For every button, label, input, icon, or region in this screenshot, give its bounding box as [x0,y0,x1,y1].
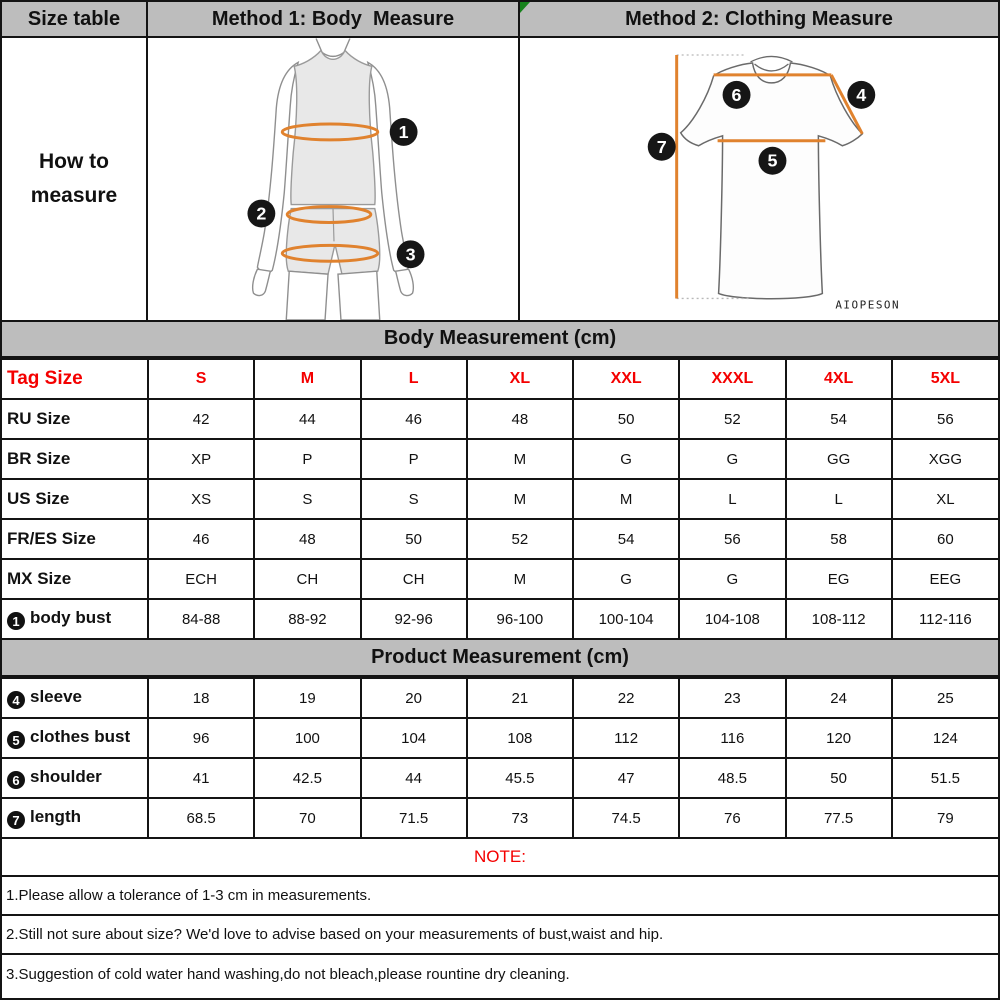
table-cell: 51.5 [892,758,998,798]
table-cell: GG [786,439,892,479]
row-label: Tag Size [2,359,148,399]
size-header-cell: L [361,359,467,399]
table-cell: G [679,559,785,599]
table-cell: 22 [573,678,679,718]
table-cell: 70 [254,798,360,838]
body-figure-diagram [148,38,518,320]
table-cell: 73 [467,798,573,838]
row-label [2,678,148,718]
row-label [2,599,148,639]
table-cell: 96-100 [467,599,573,639]
row-label: BR Size [2,439,148,479]
note-title: NOTE: [2,839,998,877]
table-cell: 92-96 [361,599,467,639]
table-cell: 50 [786,758,892,798]
row-label: RU Size [2,399,148,439]
table-cell: EEG [892,559,998,599]
top-header-row [2,2,998,38]
hip-marker-icon [397,240,425,268]
table-cell: CH [361,559,467,599]
table-cell: 120 [786,718,892,758]
cell-corner-marker-icon [520,2,530,13]
body-measurement-table [2,358,998,640]
method2-header-label: Method 2: Clothing Measure [625,7,893,30]
table-cell: 18 [148,678,254,718]
table-cell: 52 [679,399,785,439]
table-cell: EG [786,559,892,599]
table-cell: G [679,439,785,479]
table-cell: P [361,439,467,479]
table-cell: 112-116 [892,599,998,639]
svg-text:6: 6 [731,84,742,105]
table-cell: 50 [361,519,467,559]
how-to-line1: How to [39,149,109,173]
svg-text:5: 5 [767,150,778,171]
table-cell: 24 [786,678,892,718]
method2-header [520,2,998,38]
row-label-text: sleeve [30,686,82,706]
table-cell: 108-112 [786,599,892,639]
row-label-text: shoulder [30,766,102,786]
note-item-3: 3.Suggestion of cold water hand washing,do not bleach,please rountine dry cleaning. [6,966,570,983]
table-cell: 108 [467,718,573,758]
tag-size-row [2,359,998,399]
table-cell: 104-108 [679,599,785,639]
table-cell: ECH [148,559,254,599]
table-cell: 44 [254,399,360,439]
table-row [2,599,998,639]
row-label: MX Size [2,559,148,599]
brand-text: AIOPESON [835,298,901,312]
table-cell: 116 [679,718,785,758]
body-measurement-title: Body Measurement (cm) [2,321,998,358]
table-cell: 44 [361,758,467,798]
table-cell: S [361,479,467,519]
size-header-cell: 5XL [892,359,998,399]
size-header-cell: M [254,359,360,399]
table-cell: 46 [361,399,467,439]
table-cell: 58 [786,519,892,559]
table-cell: S [254,479,360,519]
table-cell: 60 [892,519,998,559]
table-cell: XP [148,439,254,479]
table-cell: M [573,479,679,519]
table-cell: 84-88 [148,599,254,639]
svg-text:3: 3 [405,244,416,265]
table-cell: M [467,559,573,599]
product-measurement-title: Product Measurement (cm) [2,640,998,677]
table-cell: 19 [254,678,360,718]
table-cell: G [573,439,679,479]
table-cell: 77.5 [786,798,892,838]
svg-text:1: 1 [398,121,409,142]
circled-number-icon: 6 [7,771,25,789]
table-cell: 23 [679,678,785,718]
how-to-line2: measure [30,184,118,208]
svg-text:2: 2 [256,203,267,224]
table-cell: 25 [892,678,998,718]
illustration-row [2,38,998,321]
table-cell: 46 [148,519,254,559]
svg-text:4: 4 [856,84,867,105]
table-cell: 56 [679,519,785,559]
table-cell: 74.5 [573,798,679,838]
table-cell: 21 [467,678,573,718]
size-header-cell: 4XL [786,359,892,399]
table-cell: M [467,439,573,479]
size-header-cell: XXL [573,359,679,399]
size-header-cell: XXXL [679,359,785,399]
table-cell: 124 [892,718,998,758]
size-header-cell: S [148,359,254,399]
product-measurement-table [2,677,998,839]
row-label: US Size [2,479,148,519]
table-cell: 54 [573,519,679,559]
table-cell: 71.5 [361,798,467,838]
table-cell: M [467,479,573,519]
table-row [2,439,998,479]
circled-number-icon: 7 [7,811,25,829]
table-cell: 42.5 [254,758,360,798]
table-cell: 88-92 [254,599,360,639]
table-cell: XGG [892,439,998,479]
row-label: FR/ES Size [2,519,148,559]
row-label [2,758,148,798]
sleeve-marker-icon [847,81,875,109]
table-cell: L [786,479,892,519]
table-cell: L [679,479,785,519]
clothing-measure-illustration [520,38,998,322]
table-cell: 96 [148,718,254,758]
how-to-measure-label [2,38,148,322]
table-row [2,559,998,599]
table-cell: 68.5 [148,798,254,838]
table-cell: 41 [148,758,254,798]
table-cell: 104 [361,718,467,758]
table-cell: 56 [892,399,998,439]
clothes-bust-marker-icon [759,147,787,175]
table-row [2,758,998,798]
table-cell: 100 [254,718,360,758]
table-cell: P [254,439,360,479]
method1-header: Method 1: Body Measure [148,2,520,38]
table-cell: XS [148,479,254,519]
row-label-text: body bust [30,607,112,627]
row-label [2,798,148,838]
table-cell: 52 [467,519,573,559]
table-cell: 112 [573,718,679,758]
table-row [2,399,998,439]
note-item-2: 2.Still not sure about size? We'd love to advise based on your measurements of bust,waist and hip. [2,916,998,955]
row-label-text: length [30,806,81,826]
circled-number-icon: 4 [7,691,25,709]
circled-number-icon: 1 [7,612,25,630]
table-cell: CH [254,559,360,599]
table-cell: 100-104 [573,599,679,639]
table-row [2,479,998,519]
table-row [2,718,998,758]
table-cell: XL [892,479,998,519]
circled-number-icon: 5 [7,731,25,749]
size-table-header: Size table [2,2,148,38]
table-cell: 47 [573,758,679,798]
shoulder-marker-icon [723,81,751,109]
table-row [2,678,998,718]
length-marker-icon [648,133,676,161]
table-cell: 42 [148,399,254,439]
table-cell: 48 [467,399,573,439]
tshirt-diagram [520,38,998,320]
table-cell: 54 [786,399,892,439]
svg-text:7: 7 [656,136,667,157]
row-label-text: clothes bust [30,726,131,746]
waist-marker-icon [247,200,275,228]
table-cell: 20 [361,678,467,718]
body-measure-illustration [148,38,520,322]
table-cell: 45.5 [467,758,573,798]
bust-marker-icon [390,118,418,146]
note-item-1: 1.Please allow a tolerance of 1-3 cm in measurements. [2,877,998,916]
table-row [2,798,998,838]
table-cell: 50 [573,399,679,439]
row-label [2,718,148,758]
table-cell: 48.5 [679,758,785,798]
size-header-cell: XL [467,359,573,399]
table-cell: G [573,559,679,599]
table-cell: 76 [679,798,785,838]
table-cell: 79 [892,798,998,838]
table-row [2,519,998,559]
table-cell: 48 [254,519,360,559]
